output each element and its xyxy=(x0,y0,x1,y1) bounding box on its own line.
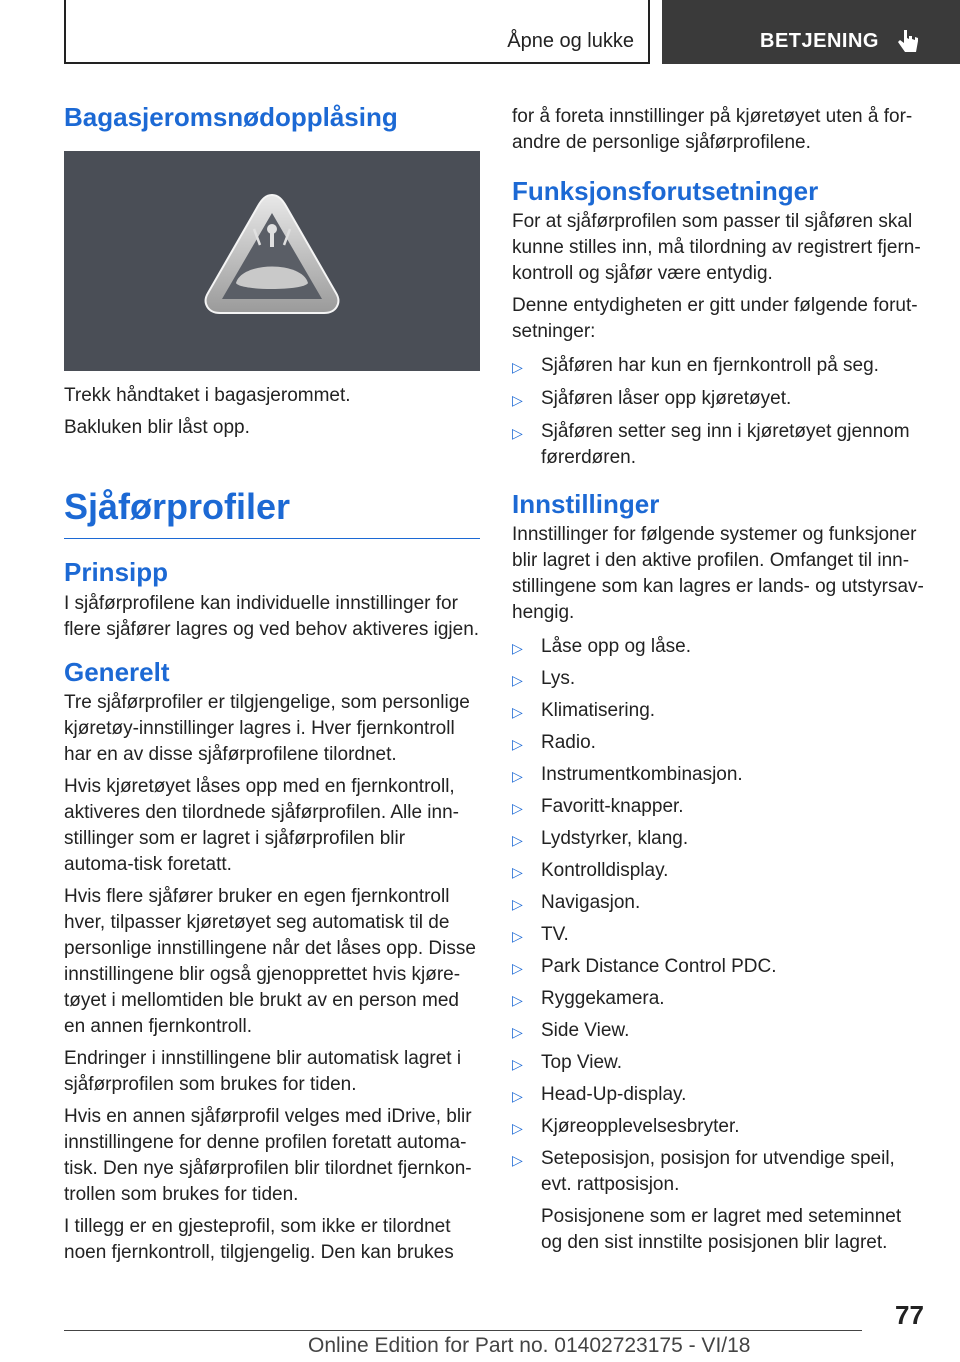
footer-rule xyxy=(64,1330,862,1331)
triangle-bullet-icon: ▷ xyxy=(512,800,523,817)
triangle-bullet-icon: ▷ xyxy=(512,992,523,1009)
page-number: 77 xyxy=(895,1300,924,1330)
settings-list xyxy=(512,634,926,1256)
para-funksjon-1: For at sjåførprofilen som passer til sjåføren skal kunne stilles inn, må tilordning av registrert fjern-kontroll og sjåfør være entydig. xyxy=(512,211,921,285)
chapter-title: BETJENING xyxy=(760,30,879,52)
list-item: ▷ Navigasjon. xyxy=(512,890,926,916)
triangle-bullet-icon: ▷ xyxy=(512,1056,523,1073)
triangle-bullet-icon: ▷ xyxy=(512,768,523,785)
triangle-bullet-icon: ▷ xyxy=(512,392,523,409)
heading-generelt: Generelt xyxy=(64,656,170,687)
triangle-bullet-icon: ▷ xyxy=(512,896,523,913)
list-item: ▷ Låse opp og låse. xyxy=(512,634,926,660)
para-trekk: Trekk håndtaket i bagasjerommet. xyxy=(64,385,351,407)
para-funksjon-2: Denne entydigheten er gitt under følgende forut-setninger: xyxy=(512,295,918,343)
list-item: ▷ Lydstyrker, klang. xyxy=(512,826,926,852)
triangle-bullet-icon: ▷ xyxy=(512,928,523,945)
list-item: ▷ Sjåføren låser opp kjøretøyet. xyxy=(512,386,926,412)
triangle-bullet-icon: ▷ xyxy=(512,672,523,689)
list-item: ▷ Seteposisjon, posisjon for utvendige speil, evt. rattposisjon. Posisjonene som er lagret med seteminnet og den sist innstilte posisjonen blir lagret. xyxy=(512,1146,926,1256)
para-generelt-5: Hvis en annen sjåførprofil velges med iDrive, blir innstillingene for denne profilen foretatt automa-tisk. Den nye sjåførprofilen blir tilordnet fjernkon-trollen som brukes for tiden. xyxy=(64,1105,472,1205)
triangle-bullet-icon: ▷ xyxy=(512,640,523,657)
section-title: Åpne og lukke xyxy=(507,30,634,52)
triangle-bullet-icon: ▷ xyxy=(512,1024,523,1041)
para-prinsipp: I sjåførprofilene kan individuelle innstillinger for flere sjåfører lagres og ved behov aktiveres igjen. xyxy=(64,592,480,640)
right-column xyxy=(512,104,926,1256)
triangle-bullet-icon: ▷ xyxy=(512,704,523,721)
trunk-release-figure xyxy=(64,151,480,371)
list-item: ▷ Side View. xyxy=(512,1018,926,1044)
triangle-bullet-icon: ▷ xyxy=(512,359,523,376)
triangle-bullet-icon: ▷ xyxy=(512,832,523,849)
list-item: ▷ Sjåføren setter seg inn i kjøretøyet gjennom førerdøren. xyxy=(512,421,910,469)
triangle-bullet-icon: ▷ xyxy=(512,736,523,753)
chapter-heading-sjaforprofiler: Sjåførprofiler xyxy=(64,486,291,528)
para-generelt-2: Hvis kjøretøyet låses opp med en fjernkontroll, aktiveres den tilordnede sjåførprofilen. Alle inn-stillinger som er lagret i sjåførprofilen blir automa-tisk foretatt. xyxy=(64,775,459,875)
list-item: ▷ Sjåføren har kun en fjernkontroll på seg. xyxy=(512,353,926,379)
list-item: ▷ Kjøreopplevelsesbryter. xyxy=(512,1114,926,1140)
hand-pointer-icon xyxy=(894,26,922,56)
list-item: ▷ Park Distance Control PDC. xyxy=(512,954,926,980)
footer-edition-text: Online Edition for Part no. 01402723175 - VI/18 xyxy=(308,1334,751,1357)
list-item: ▷ Instrumentkombinasjon. xyxy=(512,762,926,788)
heading-prinsipp: Prinsipp xyxy=(64,557,169,588)
heading-funksjonsforutsetninger: Funksjonsforutsetninger xyxy=(512,176,819,206)
list-item: ▷ Radio. xyxy=(512,730,926,756)
list-item: ▷ Lys. xyxy=(512,666,926,692)
emergency-release-handle-icon xyxy=(64,151,480,371)
triangle-bullet-icon: ▷ xyxy=(512,864,523,881)
list-item: ▷ Kontrolldisplay. xyxy=(512,858,926,884)
para-continuation: for å foreta innstillinger på kjøretøyet uten å for-andre de personlige sjåførprofilene. xyxy=(512,106,913,153)
list-item: ▷ Klimatisering. xyxy=(512,698,926,724)
list-item: ▷ TV. xyxy=(512,922,926,948)
para-innstillinger: Innstillinger for følgende systemer og funksjoner blir lagret i den aktive profilen. Omfanget til inn-stillingene som kan lagres er lands- og utstyrsav-hengig. xyxy=(512,524,924,624)
conditions-list xyxy=(512,353,926,471)
triangle-bullet-icon: ▷ xyxy=(512,1152,523,1169)
list-item: ▷ Ryggekamera. xyxy=(512,986,926,1012)
list-item-note: Posisjonene som er lagret med seteminnet og den sist innstilte posisjonen blir lagret. xyxy=(541,1206,902,1254)
para-generelt-4: Endringer i innstillingene blir automatisk lagret i sjåførprofilen som brukes for tiden. xyxy=(64,1047,462,1095)
triangle-bullet-icon: ▷ xyxy=(512,425,523,442)
heading-innstillinger: Innstillinger xyxy=(512,489,660,520)
triangle-bullet-icon: ▷ xyxy=(512,1120,523,1137)
para-generelt-3: Hvis flere sjåfører bruker en egen fjernkontroll hver, tilpasser kjøretøyet seg automatisk til de personlige innstillingene når det låses opp. Disse innstillingene blir også gjenopprettet hvis kjøre-tøyet i mellomtiden ble brukt av en person med en annen fjernkontroll. xyxy=(64,885,476,1037)
header-chapter-box xyxy=(662,0,960,64)
header-section-box xyxy=(64,0,650,64)
triangle-bullet-icon: ▷ xyxy=(512,1088,523,1105)
para-generelt-6: I tillegg er en gjesteprofil, som ikke er tilordnet noen fjernkontroll, tilgjengelig. Den kan brukes xyxy=(64,1215,454,1263)
list-item: ▷ Favoritt-knapper. xyxy=(512,794,926,820)
chapter-rule xyxy=(64,538,480,539)
left-column xyxy=(64,100,480,1266)
para-generelt-1: Tre sjåførprofiler er tilgjengelige, som personlige kjøretøy-innstillinger lagres i. Hver fjernkontroll har en av disse sjåførprofilene tilordnet. xyxy=(64,691,470,765)
list-item: ▷ Top View. xyxy=(512,1050,926,1076)
triangle-bullet-icon: ▷ xyxy=(512,960,523,977)
heading-bagasjerom: Bagasjeromsnødopplåsing xyxy=(64,102,398,132)
list-item: ▷ Head-Up-display. xyxy=(512,1082,926,1108)
para-bakluken: Bakluken blir låst opp. xyxy=(64,417,250,439)
